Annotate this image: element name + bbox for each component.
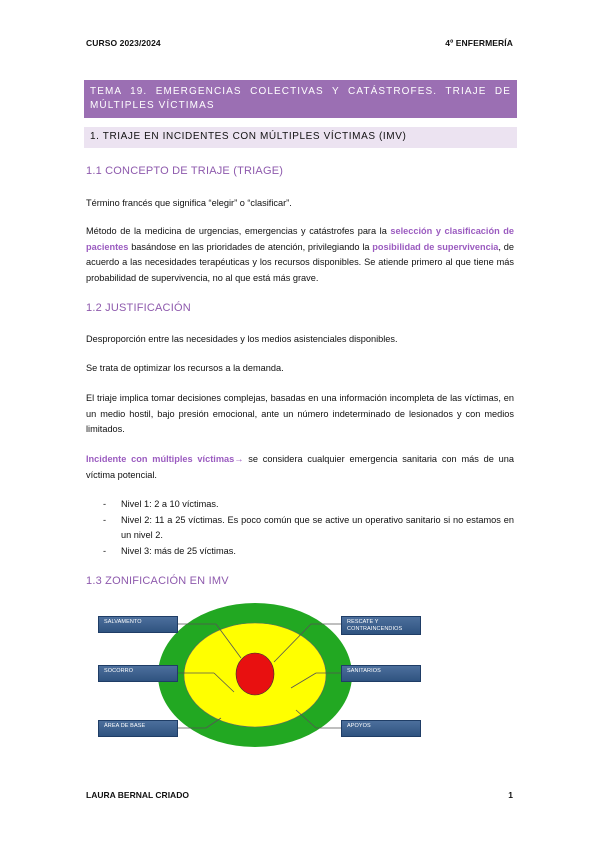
zoning-diagram [86,600,516,770]
label-salvamento: SALVAMENTO [98,616,178,633]
paragraph: Desproporción entre las necesidades y los medios asistenciales disponibles. [86,334,398,344]
paragraph-triage-method: Método de la medicina de urgencias, emergencias y catástrofes para la selección y clasificación de pacientes basándose en las prioridades de atención, privilegiando la posibilidad de supervivencia, de acuerdo a las necesidades terapéuticas y los recursos disponibles. Se atiende primero al que tiene más probabilidad de supervivencia, no al que está más grave. [86,226,515,283]
paragraph: Se trata de optimizar los recursos a la demanda. [86,363,284,373]
section-heading: 1. TRIAJE EN INCIDENTES CON MÚLTIPLES VÍCTIMAS (IMV) [84,127,517,148]
subheading-1-2: 1.2 JUSTIFICACIÓN [86,302,191,314]
footer-author: LAURA BERNAL CRIADO [86,790,189,800]
list-item: - Nivel 1: 2 a 10 víctimas. [103,499,219,509]
label-socorro: SOCORRO [98,665,178,682]
highlight-term: posibilidad de supervivencia [372,241,499,252]
label-rescate: RESCATE Y CONTRAINCENDIOS [341,616,421,635]
page-number: 1 [508,790,513,800]
list-item: - Nivel 3: más de 25 víctimas. [103,545,236,556]
subheading-1-3: 1.3 ZONIFICACIÓN EN IMV [86,575,229,587]
zone-inner [236,653,274,695]
subheading-1-1: 1.1 CONCEPTO DE TRIAJE (TRIAGE) [86,165,284,177]
header-course: CURSO 2023/2024 [86,38,161,48]
highlight-term: Incidente con múltiples víctimas→ [86,454,244,464]
highlight-term: selección y clasificación de pacientes [86,226,514,252]
label-apoyos: APOYOS [341,720,421,737]
header-level: 4º ENFERMERÍA [445,38,513,48]
levels-list [103,497,514,559]
topic-title: TEMA 19. EMERGENCIAS COLECTIVAS Y CATÁSTROFES. TRIAJE DE MÚLTIPLES VÍCTIMAS [84,80,517,118]
label-area-de-base: ÁREA DE BASE [98,720,178,737]
paragraph: El triaje implica tomar decisiones complejas, basadas en una información incompleta de las víctimas, en un medio hostil, bajo presión emocional, ante un número indeterminado de lesionados y con medios limitados. [86,393,514,434]
paragraph-imv-definition: Incidente con múltiples víctimas→ se considera cualquier emergencia sanitaria con más de una víctima potencial. [86,454,514,480]
list-item: - Nivel 2: 11 a 25 víctimas. Es poco común que se active un operativo sanitario si no estamos en un nivel 2. [103,514,514,540]
paragraph: Término francés que significa “elegir” o “clasificar”. [86,198,292,208]
label-sanitarios: SANITARIOS [341,665,421,682]
